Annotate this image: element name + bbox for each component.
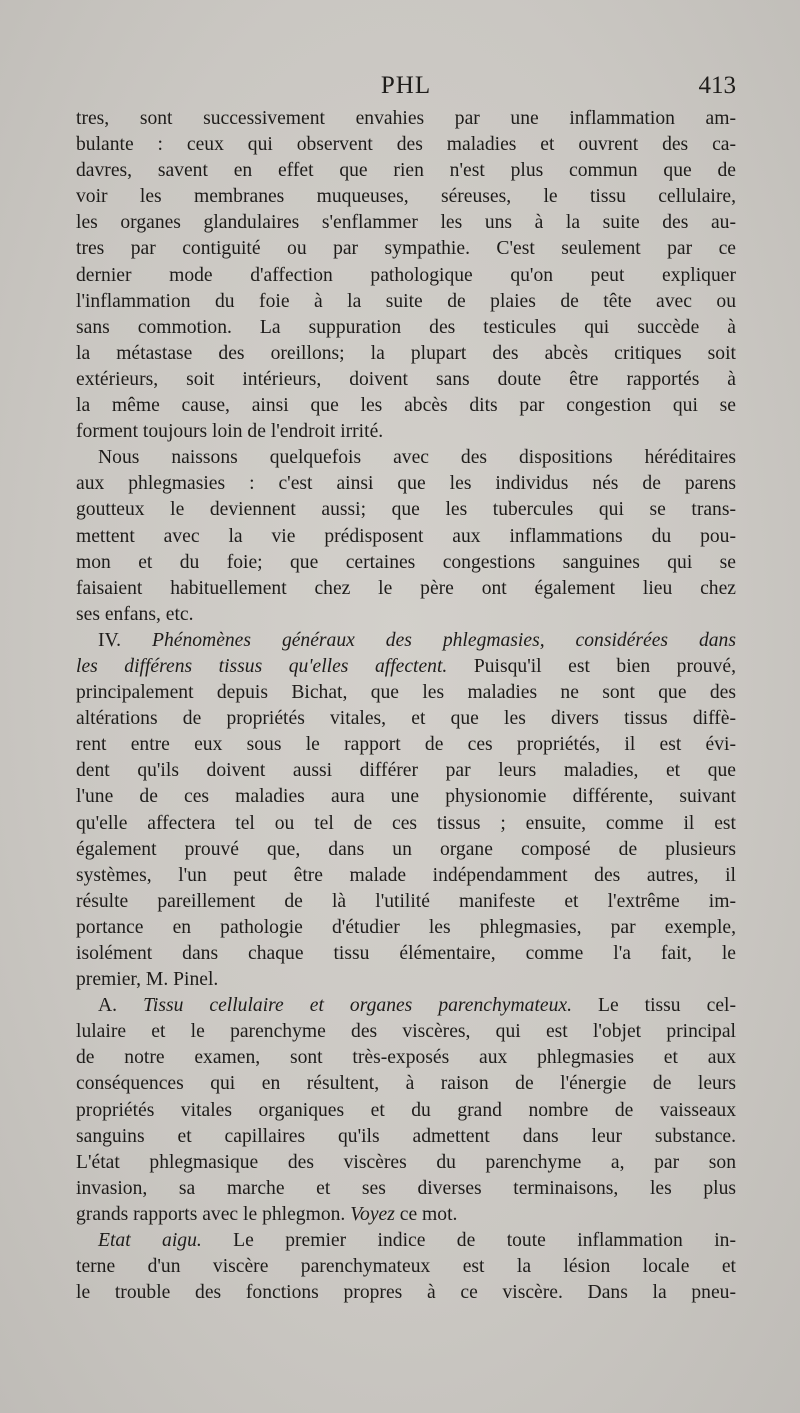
- text-line: systèmes, l'un peut être malade indépendamment des autres, il: [76, 864, 736, 886]
- text-line: dent qu'ils doivent aussi différer par leurs maladies, et que: [76, 760, 736, 782]
- text-line: davres, savent en effet que rien n'est plus commun que de: [76, 160, 736, 182]
- text-line: altérations de propriétés vitales, et que les divers tissus diffè-: [76, 708, 736, 730]
- text-line: [76, 993, 736, 1019]
- text-line: principalement depuis Bichat, que les maladies ne sont que des: [76, 682, 736, 704]
- text-line: également prouvé que, dans un organe composé de plusieurs: [76, 838, 736, 860]
- text-line: forment toujours loin de l'endroit irrité.: [76, 421, 384, 443]
- text-line: mettent avec la vie prédisposent aux inflammations du pou-: [76, 525, 736, 547]
- text-line: portance en pathologie d'étudier les phlegmasies, par exemple,: [76, 916, 736, 938]
- text-line: tres par contiguité ou par sympathie. C'est seulement par ce: [76, 238, 736, 260]
- text-line: faisaient habituellement chez le père ont également lieu chez: [76, 577, 736, 599]
- text-line: [76, 1202, 736, 1228]
- text-line: voir les membranes muqueuses, séreuses, le tissu cellulaire,: [76, 186, 736, 208]
- italic-text: les différens tissus qu'elles affectent.: [76, 655, 448, 677]
- italic-text: Phénomènes généraux des phlegmasies, considérées dans: [151, 629, 736, 651]
- text-line: isolément dans chaque tissu élémentaire, comme l'a fait, le: [76, 943, 736, 964]
- text-line: propriétés vitales organiques et du grand nombre de vaisseaux: [76, 1099, 736, 1121]
- text-segment: Puisqu'il est bien prouvé,: [447, 655, 736, 677]
- text-line: aux phlegmasies : c'est ainsi que les individus nés de parens: [76, 473, 736, 495]
- text-line: [76, 654, 736, 680]
- text-line: dernier mode d'affection pathologique qu'on peut expliquer: [76, 264, 736, 286]
- text-line: lulaire et le parenchyme des viscères, qui est l'objet principal: [76, 1021, 736, 1043]
- text-segment: ce mot.: [394, 1203, 458, 1225]
- text-line: la métastase des oreillons; la plupart des abcès critiques soit: [76, 342, 736, 364]
- text-segment: Le premier indice de toute inflammation in-: [201, 1230, 736, 1252]
- text-line: L'état phlegmasique des viscères du parenchyme a, par son: [76, 1151, 736, 1173]
- text-line: de notre examen, sont très-exposés aux phlegmasies et aux: [76, 1047, 736, 1069]
- italic-text: Etat aigu.: [98, 1230, 202, 1252]
- running-head: PHL: [380, 72, 432, 99]
- text-line: qu'elle affectera tel ou tel de ces tissus ; ensuite, comme il est: [76, 812, 736, 834]
- italic-text: Tissu cellulaire et organes parenchymateux.: [143, 995, 572, 1017]
- text-line: le trouble des fonctions propres à ce viscère. Dans la pneu-: [76, 1282, 736, 1304]
- text-segment: Le tissu cel-: [571, 995, 736, 1017]
- text-segment: grands rapports avec le phlegmon.: [76, 1203, 351, 1225]
- text-line: extérieurs, soit intérieurs, doivent sans doute être rapportés à: [76, 368, 736, 390]
- text-line: sanguins et capillaires qu'ils admettent dans leur substance.: [76, 1125, 736, 1147]
- text-line: mon et du foie; que certaines congestions sanguines qui se: [76, 551, 736, 573]
- text-segment: IV.: [98, 629, 152, 651]
- text-line: terne d'un viscère parenchymateux est la lésion locale et: [76, 1256, 736, 1278]
- text-line: résulte pareillement de là l'utilité manifeste et l'extrême im-: [76, 890, 736, 912]
- text-line: bulante : ceux qui observent des maladies et ouvrent des ca-: [76, 134, 736, 156]
- text-line: les organes glandulaires s'enflammer les uns à la suite des au-: [76, 212, 736, 234]
- text-line: tres, sont successivement envahies par une inflammation am-: [76, 108, 736, 129]
- text-line: Nous naissons quelquefois avec des dispositions héréditaires: [98, 447, 736, 469]
- text-line: [76, 628, 736, 654]
- text-line: sans commotion. La suppuration des testicules qui succède à: [76, 316, 736, 338]
- body-text: [76, 106, 736, 1306]
- text-line: l'inflammation du foie à la suite de plaies de tête avec ou: [76, 290, 736, 312]
- text-line: goutteux le deviennent aussi; que les tubercules qui se trans-: [76, 499, 736, 521]
- text-line: rent entre eux sous le rapport de ces propriétés, il est évi-: [76, 734, 736, 756]
- text-line: la même cause, ainsi que les abcès dits par congestion qui se: [76, 395, 736, 417]
- page-number: 413: [698, 72, 736, 99]
- text-line: l'une de ces maladies aura une physionomie différente, suivant: [76, 786, 736, 808]
- italic-text: Voyez: [350, 1203, 395, 1225]
- text-line: invasion, sa marche et ses diverses terminaisons, les plus: [76, 1177, 736, 1199]
- text-line: ses enfans, etc.: [76, 603, 194, 625]
- text-line: conséquences qui en résultent, à raison de l'énergie de leurs: [76, 1073, 736, 1095]
- text-segment: A.: [98, 995, 144, 1017]
- text-line: premier, M. Pinel.: [76, 969, 219, 991]
- text-line: [76, 1228, 736, 1254]
- page-header: [76, 72, 736, 106]
